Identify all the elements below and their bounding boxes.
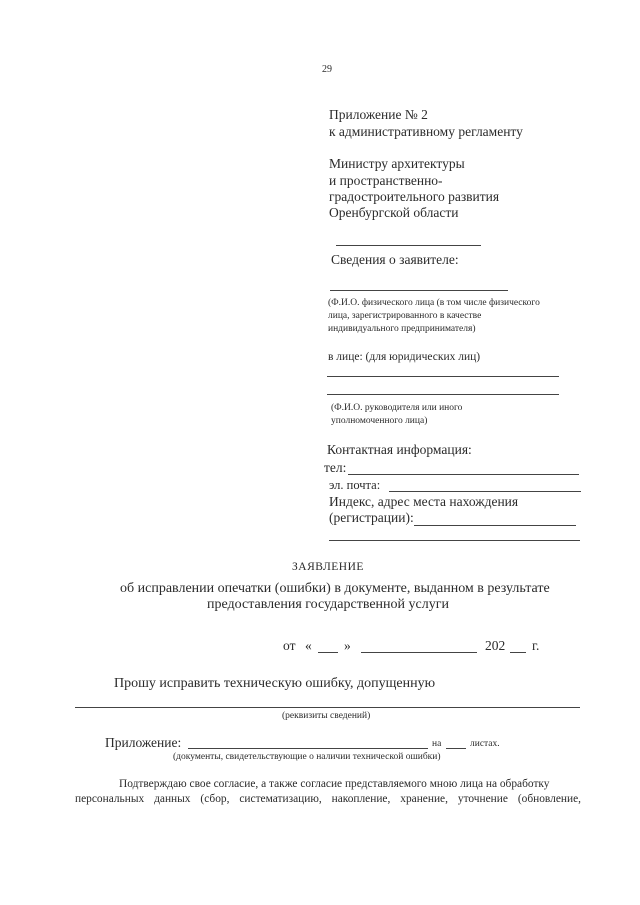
date-year-suffix: г. bbox=[532, 638, 540, 653]
statement-title: ЗАЯВЛЕНИЕ bbox=[292, 561, 364, 573]
attachment-label: Приложение: bbox=[105, 735, 182, 750]
blank-line bbox=[327, 394, 559, 395]
addressee-line: градостроительного развития bbox=[329, 189, 500, 204]
person-note: лица, зарегистрированного в качестве bbox=[328, 311, 482, 321]
sheets-blank bbox=[446, 748, 466, 749]
statement-subtitle: предоставления государственной услуги bbox=[207, 597, 449, 612]
sheets-label: листах. bbox=[470, 739, 500, 749]
applicant-title: Сведения о заявителе: bbox=[331, 252, 459, 267]
address-line-2 bbox=[329, 540, 580, 541]
consent-text: персональных данных (сбор, систематизацию, накопление, хранение, уточнение (обновление, bbox=[75, 793, 581, 805]
blank-line bbox=[330, 290, 508, 291]
person-note: (Ф.И.О. физического лица (в том числе физического bbox=[328, 298, 540, 308]
on-label: на bbox=[432, 739, 442, 749]
blank-line bbox=[336, 245, 481, 246]
date-from: от bbox=[283, 638, 296, 653]
head-note: (Ф.И.О. руководителя или иного bbox=[331, 403, 463, 413]
blank-line bbox=[327, 376, 559, 377]
addressee-line: и пространственно- bbox=[329, 173, 443, 188]
requisites-note: (реквизиты сведений) bbox=[282, 711, 371, 721]
email-label: эл. почта: bbox=[329, 478, 381, 492]
addressee-line: Оренбургской области bbox=[329, 205, 459, 220]
address-line bbox=[414, 525, 576, 526]
attachment-line bbox=[188, 748, 428, 749]
docs-note: (документы, свидетельствующие о наличии технической ошибки) bbox=[173, 752, 441, 762]
date-month-blank bbox=[361, 652, 477, 653]
requisites-line bbox=[75, 707, 580, 708]
page-number: 29 bbox=[322, 64, 332, 75]
date-open-quote: « bbox=[305, 638, 312, 653]
legal-entity-label: в лице: (для юридических лиц) bbox=[328, 351, 481, 363]
date-year: 202 bbox=[485, 638, 506, 653]
address-label: Индекс, адрес места нахождения bbox=[329, 494, 519, 509]
phone-label: тел: bbox=[324, 460, 347, 475]
date-year-blank bbox=[510, 652, 526, 653]
email-line bbox=[389, 491, 581, 492]
request-text: Прошу исправить техническую ошибку, допущенную bbox=[114, 676, 436, 691]
addressee-line: Министру архитектуры bbox=[329, 156, 465, 171]
consent-text: Подтверждаю свое согласие, а также согласие представляемого мною лица на обработку bbox=[119, 778, 550, 790]
phone-line bbox=[348, 474, 579, 475]
head-note: уполномоченного лица) bbox=[331, 416, 428, 426]
contact-title: Контактная информация: bbox=[327, 442, 472, 457]
date-day-blank bbox=[318, 652, 338, 653]
regulation-ref: к административному регламенту bbox=[329, 124, 523, 139]
appendix-title: Приложение № 2 bbox=[329, 107, 428, 122]
registration-label: (регистрации): bbox=[329, 510, 414, 525]
statement-subtitle: об исправлении опечатки (ошибки) в документе, выданном в результате bbox=[120, 581, 550, 596]
person-note: индивидуального предпринимателя) bbox=[328, 324, 476, 334]
date-close-quote: » bbox=[344, 638, 351, 653]
